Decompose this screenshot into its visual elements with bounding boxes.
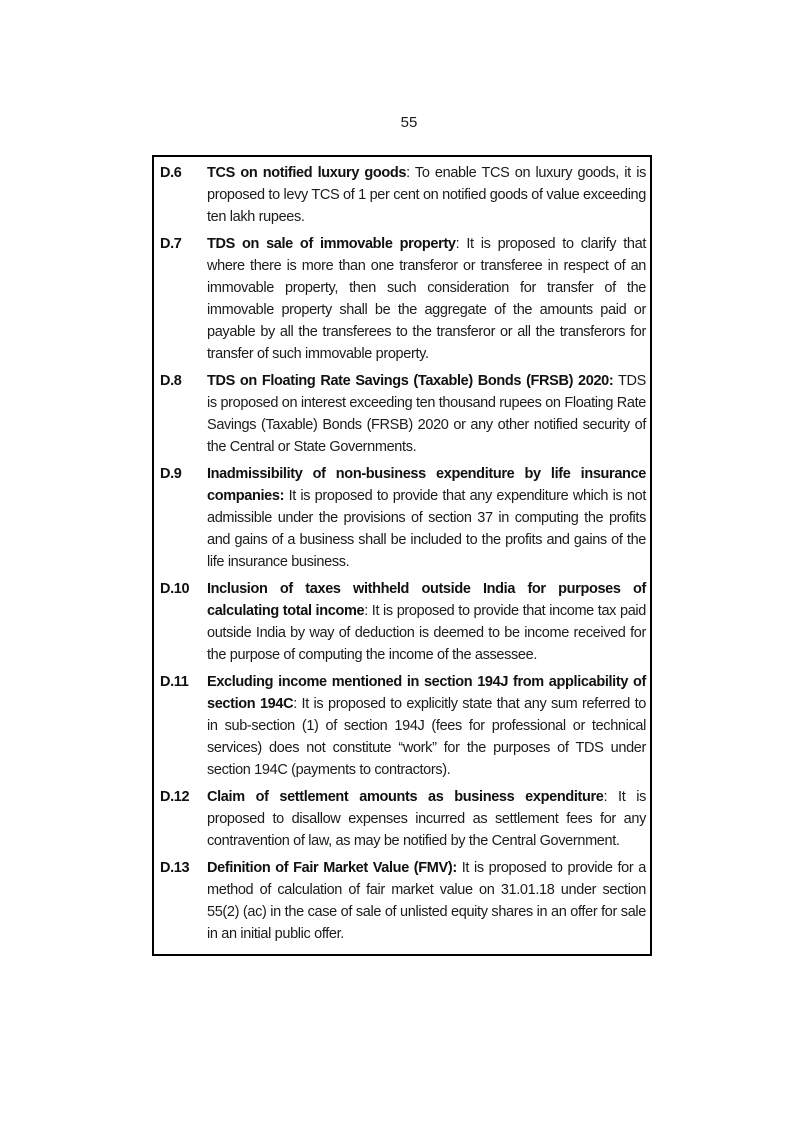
item-id: D.6 [160, 165, 182, 181]
item-id: D.11 [160, 674, 189, 690]
item-body: : It is proposed to clarify that where there is more than one transferor or transferee in respect of an immovable property, then such consideration for transfer of the immovable property shall be the aggregate of the amounts paid or payable by all the transferees to the transferor or all the transferors for transfer of such immovable property. [207, 236, 647, 362]
item-text [207, 370, 646, 458]
provision-item-d7 [160, 233, 646, 365]
item-text [207, 233, 646, 365]
provision-item-d12 [160, 786, 646, 852]
item-text [207, 671, 646, 781]
item-body: : It is proposed to provide that income tax paid outside India by way of deduction is deemed to be income received for the purpose of computing the income of the assessee. [207, 603, 646, 663]
item-body: : It is proposed to disallow expenses incurred as settlement fees for any contravention of law, as may be notified by the Central Government. [207, 789, 647, 849]
item-body: It is proposed to provide for a method of calculation of fair market value on 31.01.18 under section 55(2) (ac) in the case of sale of unlisted equity shares in an offer for sale in an initial public offer. [207, 860, 646, 942]
item-body: : It is proposed to explicitly state that any sum referred to in sub-section (1) of section 194J (fees for professional or technical services) does not constitute “work” for the purposes of TDS under section 194C (payments to contractors). [207, 696, 646, 778]
provision-item-d13 [160, 857, 646, 945]
provision-item-d6 [160, 162, 646, 228]
provision-item-d10 [160, 578, 646, 666]
item-id: D.8 [160, 373, 182, 389]
item-id: D.10 [160, 581, 190, 597]
provision-item-d9 [160, 463, 646, 573]
item-id: D.9 [160, 466, 182, 482]
item-heading: TDS on sale of immovable property [207, 236, 456, 252]
item-body: TDS is proposed on interest exceeding ten thousand rupees on Floating Rate Savings (Taxable) Bonds (FRSB) 2020 or any other notified security of the Central or State Governments. [207, 373, 647, 455]
provisions-box [152, 155, 652, 956]
item-body: : To enable TCS on luxury goods, it is proposed to levy TCS of 1 per cent on notified goods of value exceeding ten lakh rupees. [207, 165, 646, 225]
item-heading: TDS on Floating Rate Savings (Taxable) Bonds (FRSB) 2020: [207, 373, 614, 389]
item-text [207, 786, 646, 852]
item-text [207, 162, 646, 228]
item-id: D.7 [160, 236, 182, 252]
page-number: 55 [400, 114, 418, 131]
item-id: D.12 [160, 789, 190, 805]
item-text [207, 857, 646, 945]
item-heading: Excluding income mentioned in section 194J from applicability of section 194C [207, 674, 646, 712]
item-heading: Inadmissibility of non-business expenditure by life insurance companies: [207, 466, 646, 504]
provision-item-d11 [160, 671, 646, 781]
item-text [207, 578, 646, 666]
item-text [207, 463, 646, 573]
item-heading: Definition of Fair Market Value (FMV): [207, 860, 457, 876]
item-heading: Inclusion of taxes withheld outside India for purposes of calculating total income [207, 581, 646, 619]
item-body: It is proposed to provide that any expenditure which is not admissible under the provisions of section 37 in computing the profits and gains of a business shall be included to the profits and gains of the life insurance business. [207, 488, 646, 570]
item-id: D.13 [160, 860, 190, 876]
provision-item-d8 [160, 370, 646, 458]
item-heading: TCS on notified luxury goods [207, 165, 407, 181]
item-heading: Claim of settlement amounts as business expenditure [207, 789, 604, 805]
